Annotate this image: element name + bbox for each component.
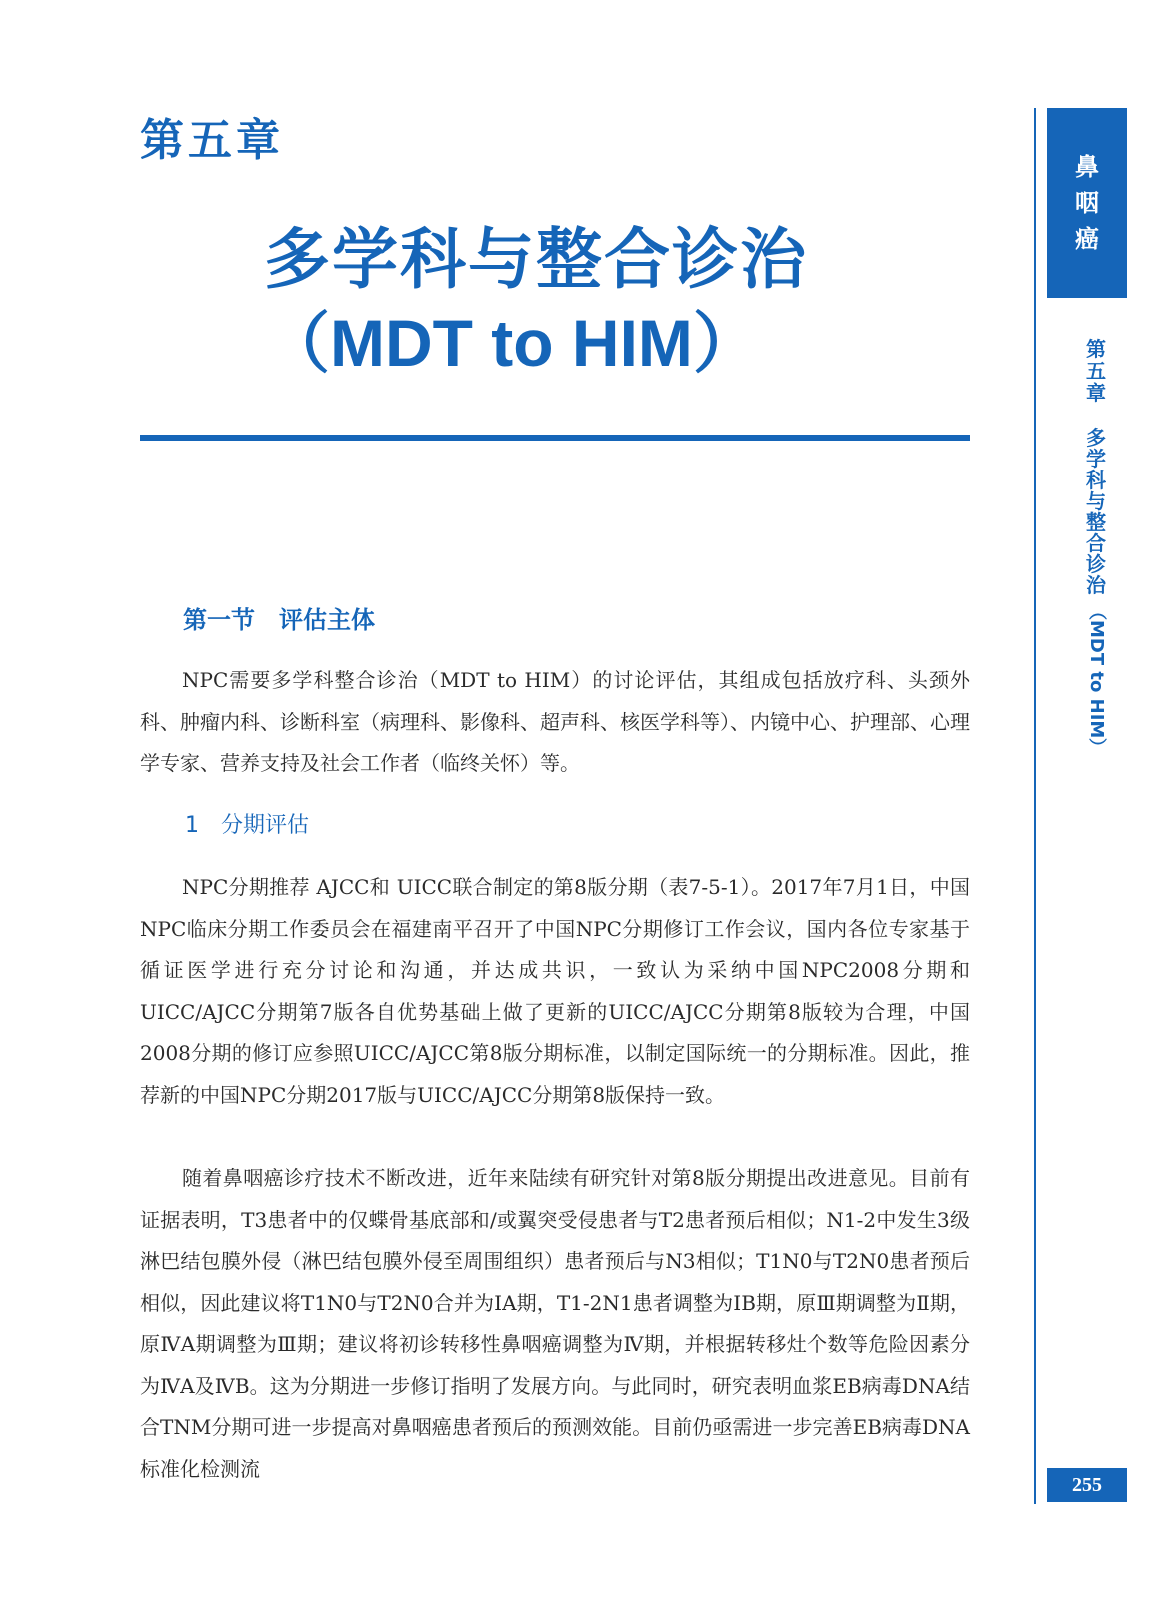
page-number: 255 bbox=[1047, 1468, 1127, 1502]
side-tab-char: 癌 bbox=[1075, 225, 1099, 253]
side-chapter-char: 五 bbox=[1086, 359, 1106, 383]
chapter-label: 第五章 bbox=[140, 115, 284, 166]
side-title-char: 整 bbox=[1086, 510, 1106, 534]
side-title-char: 科 bbox=[1086, 468, 1106, 492]
side-chapter-label bbox=[1082, 338, 1110, 404]
margin-rule bbox=[1034, 108, 1036, 1504]
side-chapter-char: 第 bbox=[1086, 337, 1106, 361]
side-title-char: 多 bbox=[1086, 426, 1106, 450]
body-paragraph: 随着鼻咽癌诊疗技术不断改进，近年来陆续有研究针对第8版分期提出改进意见。目前有证据表明，T3患者中的仅蝶骨基底部和/或翼突受侵患者与T2患者预后相似；N1-2中发生3级淋巴结包膜外侵（淋巴结包膜外侵至周围组织）患者预后与N3相似；T1N0与T2N0患者预后相似，因此建议将T1N0与T2N0合并为ⅠA期，T1-2N1患者调整为ⅠB期，原Ⅲ期调整为Ⅱ期，原ⅣA期调整为Ⅲ期；建议将初诊转移性鼻咽癌调整为Ⅳ期，并根据转移灶个数等危险因素分为ⅣA及ⅣB。这为分期进一步修订指明了发展方向。与此同时，研究表明血浆EB病毒DNA结合TNM分期可进一步提高对鼻咽癌患者预后的预测效能。目前仍亟需进一步完善EB病毒DNA标准化检测流 bbox=[140, 1166, 970, 1481]
side-tab-book-title bbox=[1047, 108, 1127, 298]
section-heading: 第一节 评估主体 bbox=[183, 605, 375, 634]
chapter-title-english: （MDT to HIM） bbox=[264, 306, 759, 380]
side-chapter-title bbox=[1082, 428, 1110, 756]
side-tab-char: 咽 bbox=[1075, 189, 1099, 217]
title-divider bbox=[140, 435, 970, 441]
side-title-char: 学 bbox=[1086, 447, 1106, 471]
chapter-title: 多学科与整合诊治 bbox=[264, 221, 808, 298]
side-title-char: 与 bbox=[1086, 489, 1106, 513]
subsection-heading: 1 分期评估 bbox=[185, 813, 309, 838]
side-tab-char: 鼻 bbox=[1075, 153, 1099, 181]
side-title-char: 治 bbox=[1086, 573, 1106, 597]
side-title-char: 诊 bbox=[1086, 552, 1106, 576]
side-title-char: 合 bbox=[1086, 531, 1106, 555]
side-title-english: （MDT to HIM） bbox=[1086, 602, 1107, 757]
side-chapter-char: 章 bbox=[1086, 381, 1106, 405]
body-paragraph: NPC分期推荐 AJCC和 UICC联合制定的第8版分期（表7-5-1）。2017年7月1日，中国NPC临床分期工作委员会在福建南平召开了中国NPC分期修订工作会议，国内各位专家基于循证医学进行充分讨论和沟通，并达成共识，一致认为采纳中国NPC2008分期和UICC/AJCC分期第7版各自优势基础上做了更新的UICC/AJCC分期第8版较为合理，中国2008分期的修订应参照UICC/AJCC第8版分期标准，以制定国际统一的分期标准。因此，推荐新的中国NPC分期2017版与UICC/AJCC分期第8版保持一致。 bbox=[140, 875, 970, 1107]
body-paragraph: NPC需要多学科整合诊治（MDT to HIM）的讨论评估，其组成包括放疗科、头颈外科、肿瘤内科、诊断科室（病理科、影像科、超声科、核医学科等）、内镜中心、护理部、心理学专家、营养支持及社会工作者（临终关怀）等。 bbox=[140, 668, 970, 775]
